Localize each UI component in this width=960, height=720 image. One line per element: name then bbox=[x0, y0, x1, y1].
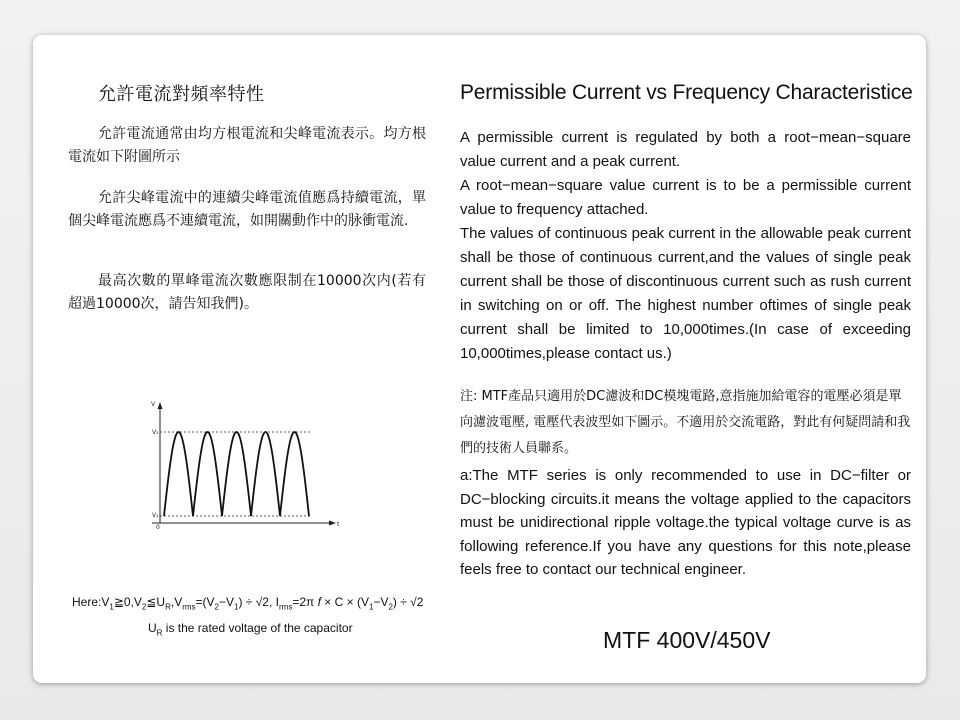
zh-paragraph-2: 允許尖峰電流中的連續尖峰電流值應爲持續電流，單個尖峰電流應爲不連續電流，如開關動作中的脉衝電流. bbox=[68, 190, 426, 229]
model-label: MTF 400V/450V bbox=[603, 627, 771, 653]
en-paragraph-1: A permissible current is regulated by both a root−mean−square value current and a peak current. bbox=[460, 129, 911, 170]
en-body bbox=[460, 126, 911, 366]
x-axis-label: t bbox=[337, 521, 340, 528]
waveform-hump bbox=[280, 432, 309, 516]
zh-paragraph-1: 允許電流通常由均方根電流和尖峰電流表示。均方根電流如下附圖所示 bbox=[68, 126, 426, 165]
en-paragraph-2: A root−mean−square value current is to be a permissible current value to frequency attached. bbox=[460, 177, 911, 218]
waveform-hump bbox=[251, 432, 280, 516]
waveform-hump bbox=[222, 432, 251, 516]
y-axis-arrow bbox=[158, 402, 163, 409]
v1-label: V₁ bbox=[152, 512, 159, 519]
waveform-curve bbox=[164, 432, 309, 516]
waveform-hump bbox=[193, 432, 222, 516]
zh-paragraph-3: 最高次數的單峰電流次數應限制在10000次内(若有超過10000次，請告知我們)。 bbox=[68, 273, 426, 312]
en-note: a:The MTF series is only recommended to use in DC−filter or DC−blocking circuits.it means the voltage applied to the capacitors must be unidirectional ripple voltage.the typical voltage curve is as following reference.If you have any questions for this note,please feels free to contact our technical engineer. bbox=[460, 467, 911, 578]
origin-label: 0 bbox=[156, 524, 160, 530]
en-paragraph-3: The values of continuous peak current in the allowable peak current shall be those of continuous current,and the values of single peak current shall be those of discontinuous current such as rush current in switching on or off. The highest number oftimes of single peak current shall be limited to 10,000times.(In case of exceeding 10,000times,please contact us.) bbox=[460, 225, 911, 362]
waveform-hump bbox=[164, 432, 193, 516]
zh-title: 允許電流對頻率特性 bbox=[98, 84, 265, 105]
v2-label: V₂ bbox=[152, 429, 159, 436]
x-axis-arrow bbox=[329, 521, 336, 526]
formula-caption: $U_R$ is the rated voltage of the capacitor bbox=[148, 621, 353, 638]
ripple-voltage-waveform bbox=[140, 398, 350, 530]
y-axis-label: V bbox=[151, 401, 156, 408]
formula-line: $Here:V_1≧0,V_2≦U_R,V_{rms}=(V_2-V_1) \div √2$, $I_{rms}=2\pi$ $f \times C \times (V_1-V_2) \div √2$ bbox=[72, 595, 424, 612]
zh-note: 注: MTF產品只適用於DC濾波和DC模塊電路,意指施加給電容的電壓必須是單向濾波電壓, 電壓代表波型如下圖示。不適用於交流電路，對此有何疑問請和我們的技術人員聯系。 bbox=[460, 389, 911, 456]
en-title: Permissible Current vs Frequency Characteristice bbox=[460, 81, 913, 104]
